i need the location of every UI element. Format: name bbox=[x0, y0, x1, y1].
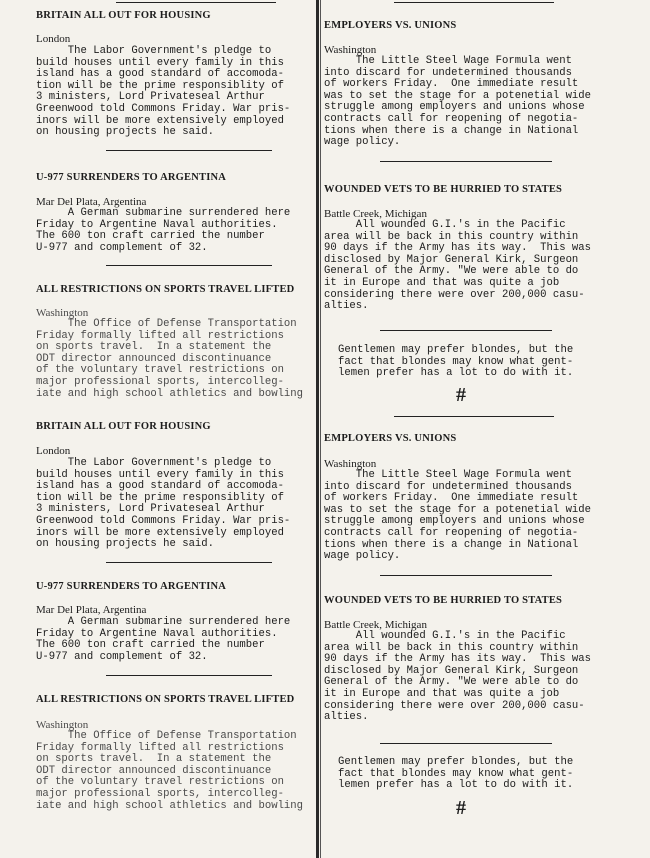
article-headline: EMPLOYERS VS. UNIONS bbox=[324, 433, 457, 444]
article-dateline: London bbox=[36, 445, 71, 457]
article-body: All wounded G.I.'s in the Pacific area will be back in this country within 90 days if the Army has its way. This was disclosed by Major General Kirk, Surgeon General of the Army. "We were able to do it in Europe and that was quite a job considering there were over 200,000 casu- alties. bbox=[324, 630, 592, 724]
page-section-bottom bbox=[0, 421, 650, 850]
rule bbox=[394, 2, 554, 3]
article-body: The Little Steel Wage Formula went into discard for undetermined thousands of workers Friday. One immediate result was to set the stage for a potenetial wide struggle among employers and unions whose contracts call for reopening of negotia- tions when there is a change in National wage policy. bbox=[324, 55, 592, 149]
article-dateline: Washington bbox=[36, 719, 89, 731]
rule bbox=[116, 2, 276, 3]
article-headline: ALL RESTRICTIONS ON SPORTS TRAVEL LIFTED bbox=[36, 694, 295, 705]
article-body: All wounded G.I.'s in the Pacific area will be back in this country within 90 days if the Army has its way. This was disclosed by Major General Kirk, Surgeon General of the Army. "We were able to do it in Europe and that was quite a job considering there were over 200,000 casu- alties. bbox=[324, 219, 592, 313]
article-body: A German submarine surrendered here Friday to Argentine Naval authorities. The 600 ton craft carried the number U-977 and complement of 32. bbox=[36, 207, 291, 254]
article-headline: EMPLOYERS VS. UNIONS bbox=[324, 20, 457, 31]
end-mark: # bbox=[456, 384, 466, 406]
rule bbox=[106, 562, 272, 563]
end-mark: # bbox=[456, 797, 466, 819]
article-headline: U-977 SURRENDERS TO ARGENTINA bbox=[36, 581, 227, 592]
article-dateline: Washington bbox=[324, 458, 377, 470]
filler-quip: Gentlemen may prefer blondes, but the fact that blondes may know what gent- lemen prefer has a lot to do with it. bbox=[338, 344, 574, 380]
article-dateline: Battle Creek, Michigan bbox=[324, 619, 427, 631]
article-body: The Office of Defense Transportation Friday formally lifted all restrictions on sports travel. In a statement the ODT director announced discontinuance of the voluntary travel restrictions on major professional sports, intercolleg- iate and high school athletics and bowling bbox=[36, 730, 304, 812]
rule bbox=[106, 675, 272, 676]
article-body: The Little Steel Wage Formula went into discard for undetermined thousands of workers Friday. One immediate result was to set the stage for a potenetial wide struggle among employers and unions whose contracts call for reopening of negotia- tions when there is a change in National wage policy. bbox=[324, 469, 592, 563]
rule bbox=[106, 150, 272, 151]
rule bbox=[106, 265, 272, 266]
article-headline: WOUNDED VETS TO BE HURRIED TO STATES bbox=[324, 184, 563, 195]
article-body: The Labor Government's pledge to build houses until every family in this island has a good standard of accomoda- tion will be the prime responsiblity of 3 ministers, Lord Privateseal Arthur Greenwood told Commons Friday. War pris- inors will be more extensively employed on housing projects he said. bbox=[36, 457, 291, 551]
article-headline: U-977 SURRENDERS TO ARGENTINA bbox=[36, 172, 227, 183]
rule bbox=[380, 743, 552, 744]
article-dateline: Washington bbox=[324, 44, 377, 56]
article-dateline: Mar Del Plata, Argentina bbox=[36, 196, 147, 208]
article-headline: BRITAIN ALL OUT FOR HOUSING bbox=[36, 10, 211, 21]
article-body: The Labor Government's pledge to build houses until every family in this island has a good standard of accomoda- tion will be the prime responsiblity of 3 ministers, Lord Privateseal Arthur Greenwood told Commons Friday. War pris- inors will be more extensively employed on housing projects he said. bbox=[36, 45, 291, 139]
rule bbox=[380, 330, 552, 331]
article-dateline: Washington bbox=[36, 307, 89, 319]
article-headline: ALL RESTRICTIONS ON SPORTS TRAVEL LIFTED bbox=[36, 284, 295, 295]
rule bbox=[380, 161, 552, 162]
article-dateline: Mar Del Plata, Argentina bbox=[36, 604, 147, 616]
article-body: The Office of Defense Transportation Friday formally lifted all restrictions on sports travel. In a statement the ODT director announced discontinuance of the voluntary travel restrictions on major professional sports, intercolleg- iate and high school athletics and bowling bbox=[36, 318, 304, 400]
article-dateline: Battle Creek, Michigan bbox=[324, 208, 427, 220]
rule bbox=[380, 575, 552, 576]
filler-quip: Gentlemen may prefer blondes, but the fact that blondes may know what gent- lemen prefer has a lot to do with it. bbox=[338, 756, 574, 792]
article-body: A German submarine surrendered here Friday to Argentine Naval authorities. The 600 ton craft carried the number U-977 and complement of 32. bbox=[36, 616, 291, 663]
rule bbox=[394, 416, 554, 417]
article-headline: WOUNDED VETS TO BE HURRIED TO STATES bbox=[324, 595, 563, 606]
article-headline: BRITAIN ALL OUT FOR HOUSING bbox=[36, 421, 211, 432]
article-dateline: London bbox=[36, 33, 71, 45]
